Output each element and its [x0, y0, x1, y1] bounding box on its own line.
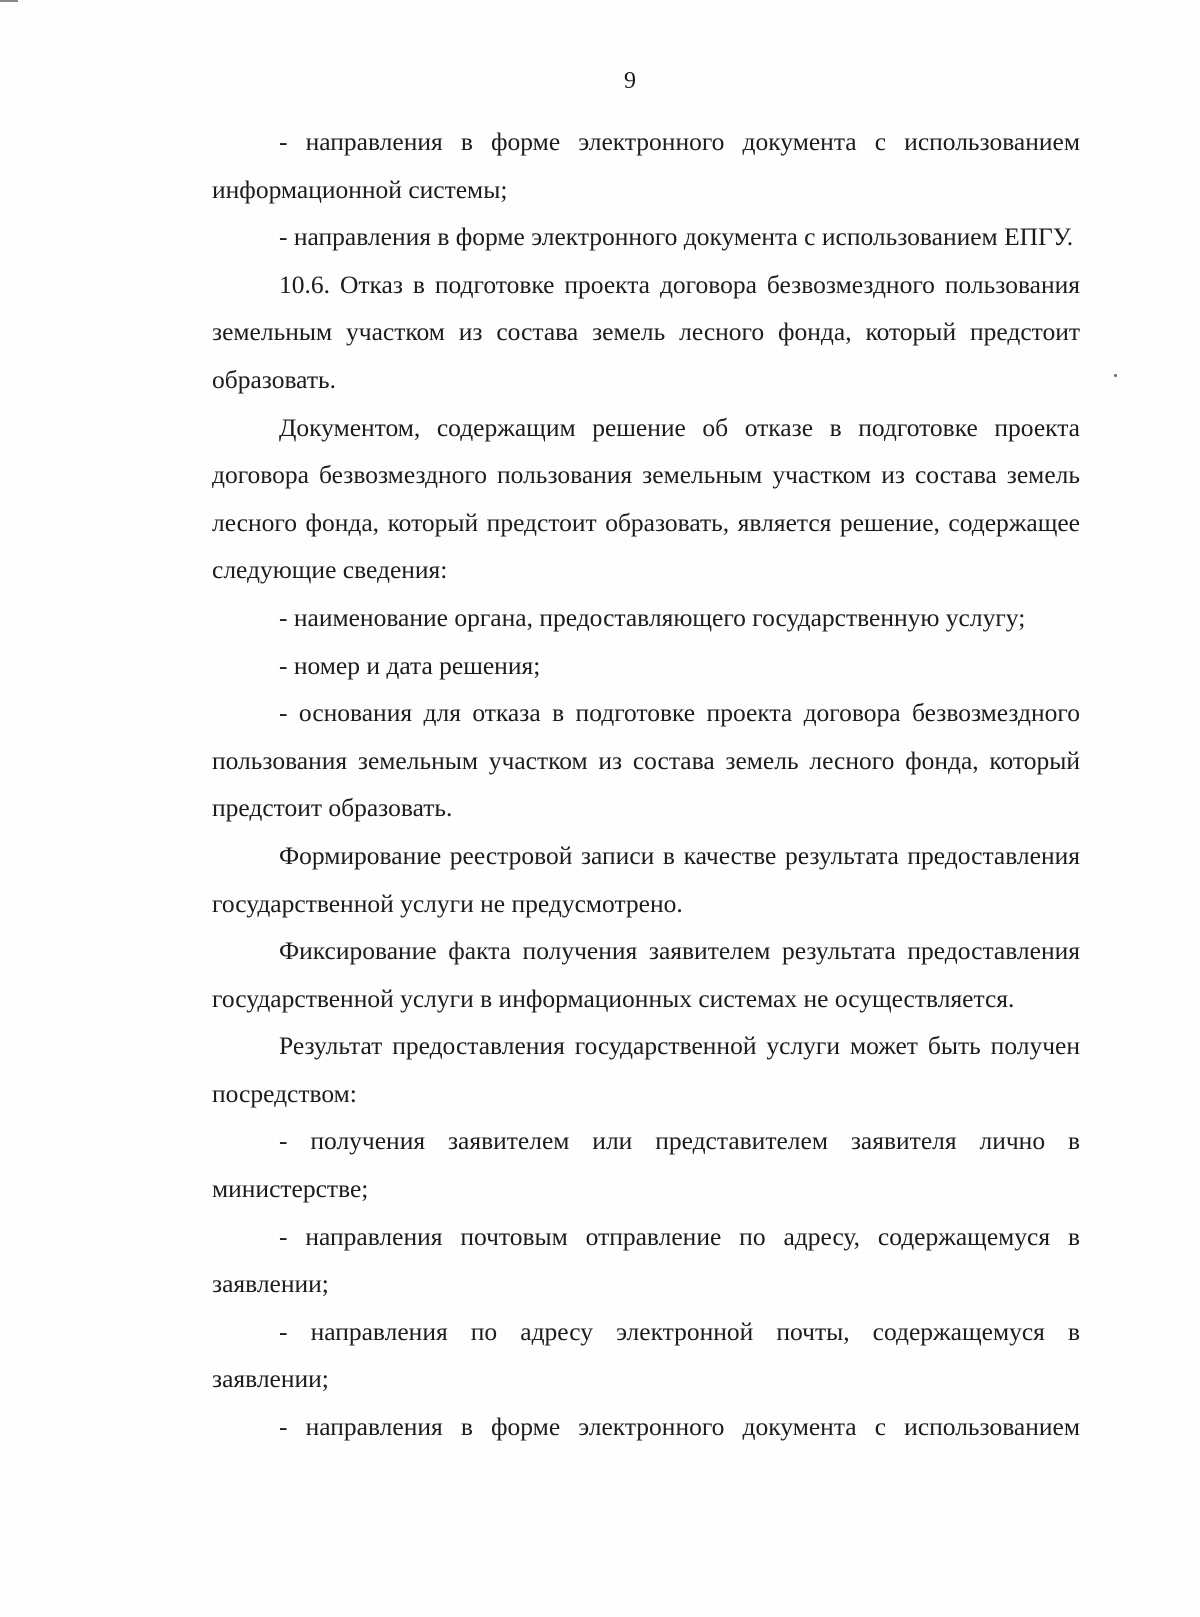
paragraph: - номер и дата решения;	[279, 650, 541, 680]
scan-dot-mark	[1114, 374, 1117, 377]
page-number: 9	[624, 68, 636, 94]
paragraph: - направления в форме электронного документа с использованием	[279, 1412, 1080, 1442]
paragraph: - основания для отказа в подготовке проекта договора безвозмездного пользования земельным участком из состава земель лесного фонда, который предстоит образовать.	[212, 698, 1080, 823]
paragraph: - получения заявителем или представителем заявителя лично в министерстве;	[212, 1126, 1080, 1204]
paragraph: Фиксирование факта получения заявителем результата предоставления государственной услуги в информационных системах не осуществляется.	[212, 936, 1080, 1013]
paragraph: - направления в форме электронного документа с использованием информационной системы;	[212, 127, 1080, 204]
paragraph: - направления по адресу электронной почты, содержащемуся в заявлении;	[212, 1316, 1080, 1394]
paragraph: Формирование реестровой записи в качестве результата предоставления государственной услуги не предусмотрено.	[212, 840, 1080, 918]
paragraph: Результат предоставления государственной услуги может быть получен посредством:	[212, 1031, 1080, 1108]
paragraph: 10.6. Отказ в подготовке проекта договора безвозмездного пользования земельным участком из состава земель лесного фонда, который предстоит образовать.	[212, 269, 1080, 394]
paragraph: - наименование органа, предоставляющего государственную услугу;	[279, 602, 1026, 632]
paragraph: - направления почтовым отправление по адресу, содержащемуся в заявлении;	[212, 1221, 1080, 1299]
paragraph: - направления в форме электронного документа с использованием ЕПГУ.	[279, 222, 1074, 252]
paragraph: Документом, содержащим решение об отказе в подготовке проекта договора безвозмездного пользования земельным участком из состава земель лесного фонда, который предстоит образовать, является решение, содержащее следующие сведения:	[212, 412, 1080, 585]
document-body	[212, 118, 1080, 1451]
scan-corner-mark	[0, 0, 18, 2]
